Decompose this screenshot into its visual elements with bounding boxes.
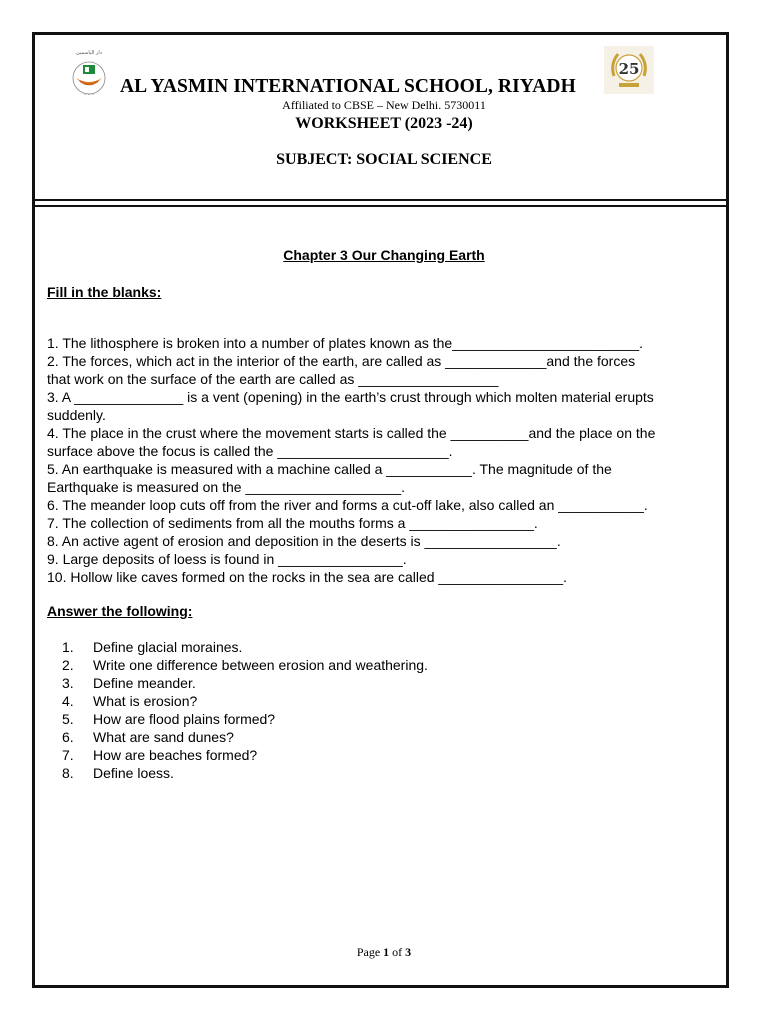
list-item: 4. What is erosion? bbox=[62, 693, 198, 709]
list-item: 7. How are beaches formed? bbox=[62, 747, 258, 763]
anniversary-badge-icon bbox=[604, 46, 654, 94]
header-divider-bottom bbox=[35, 205, 729, 207]
fill-line: 6. The meander loop cuts off from the river and forms a cut-off lake, also called an ___________. bbox=[47, 497, 648, 513]
fill-line: surface above the focus is called the ______________________. bbox=[47, 443, 453, 459]
page-number: Page 1 of 3 bbox=[356, 945, 412, 959]
badge-number: 25 bbox=[618, 60, 640, 78]
list-item: 6. What are sand dunes? bbox=[62, 729, 234, 745]
fill-line: 4. The place in the crust where the movement starts is called the __________and the place on the bbox=[47, 425, 656, 441]
question-list bbox=[62, 638, 428, 782]
answer-heading: Answer the following: bbox=[47, 603, 193, 619]
fill-line: 7. The collection of sediments from all the mouths forms a ________________. bbox=[47, 515, 538, 531]
worksheet-title: WORKSHEET (2023 -24) bbox=[295, 115, 473, 132]
list-item: 3. Define meander. bbox=[62, 675, 196, 691]
fill-line: suddenly. bbox=[47, 407, 106, 423]
logo-caption: دار الياسمين bbox=[76, 50, 102, 56]
fill-line: 8. An active agent of erosion and deposition in the deserts is _________________. bbox=[47, 533, 561, 549]
svg-text:~ ~ ~: ~ ~ ~ bbox=[83, 93, 95, 97]
fill-line: 9. Large deposits of loess is found in ________________. bbox=[47, 551, 407, 567]
list-item: 1. Define glacial moraines. bbox=[62, 639, 243, 655]
list-item: 2. Write one difference between erosion and weathering. bbox=[62, 657, 428, 673]
fill-blanks-section bbox=[47, 334, 723, 586]
list-item: 8. Define loess. bbox=[62, 765, 174, 781]
fill-line: 1. The lithosphere is broken into a number of plates known as the________________________. bbox=[47, 335, 643, 351]
fill-line: 10. Hollow like caves formed on the rocks in the sea are called ________________. bbox=[47, 569, 567, 585]
affiliation-line: Affiliated to CBSE – New Delhi. 5730011 bbox=[282, 98, 486, 112]
fill-line: 2. The forces, which act in the interior of the earth, are called as _____________and the forces bbox=[47, 353, 636, 369]
fill-blanks-heading: Fill in the blanks: bbox=[47, 284, 162, 300]
fill-line: 5. An earthquake is measured with a machine called a ___________. The magnitude of the bbox=[47, 461, 612, 477]
list-item: 5. How are flood plains formed? bbox=[62, 711, 276, 727]
chapter-title: Chapter 3 Our Changing Earth bbox=[283, 247, 485, 263]
header-divider-top bbox=[35, 199, 729, 201]
subject-title: SUBJECT: SOCIAL SCIENCE bbox=[276, 151, 492, 168]
school-name: AL YASMIN INTERNATIONAL SCHOOL, RIYADH bbox=[120, 76, 576, 97]
fill-line: 3. A ______________ is a vent (opening) in the earth’s crust through which molten material erupts bbox=[47, 389, 654, 405]
school-logo bbox=[66, 48, 112, 98]
fill-line: Earthquake is measured on the ____________________. bbox=[47, 479, 406, 495]
fill-line: that work on the surface of the earth are called as __________________ bbox=[47, 371, 499, 387]
